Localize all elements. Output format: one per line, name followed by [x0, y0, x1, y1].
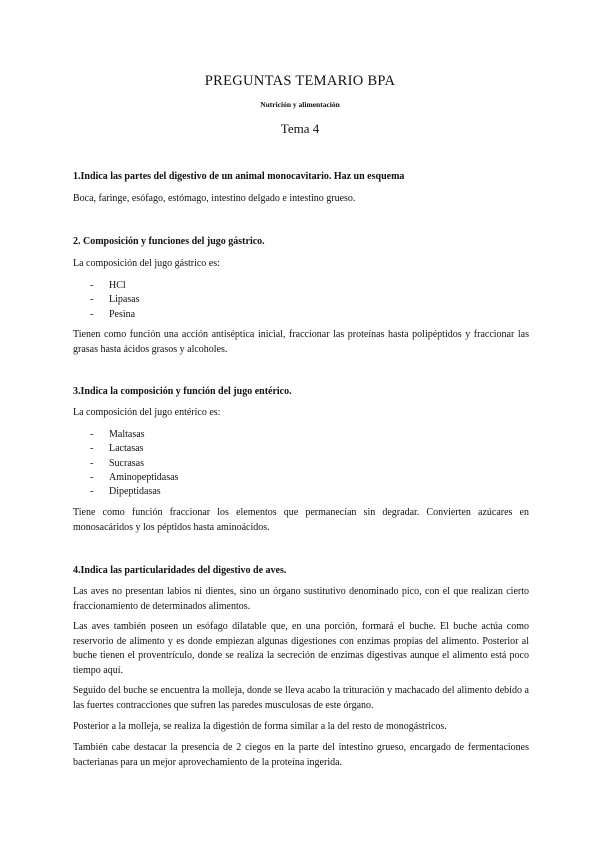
section-2-function: Tienen como función una acción antiséptica inicial, fraccionar las proteínas hasta polipéptidos y fraccionar las grasas hasta ácidos grasos y alcoholes.: [73, 329, 529, 355]
section-2-list: [90, 279, 140, 322]
section-1-heading: 1.Indica las partes del digestivo de un animal monocavitario. Haz un esquema: [73, 171, 405, 182]
section-2-intro: La composición del jugo gástrico es:: [73, 258, 220, 269]
document-subtitle: Nutrición y alimentación: [260, 100, 340, 109]
section-4-paragraph-1: Las aves no presentan labios ni dientes, sino un órgano sustitutivo denominado pico, con el que realizan cierto fraccionamiento de determinados alimentos.: [73, 586, 529, 612]
section-4-paragraph-2: Las aves también poseen un esófago dilatable que, en una porción, formará el buche. El buche actúa como reservorio de alimento y es donde empiezan algunas digestiones con enzimas propias del alimento. Posterior al buche tienen el proventrículo, donde se realiza la secreción de enzimas digestivas aunque el alimento está poco tiempo aquí.: [73, 621, 529, 676]
list-item: - Lactasas: [90, 443, 144, 455]
list-item: - Aminopeptidasas: [90, 471, 179, 483]
section-2-heading: 2. Composición y funciones del jugo gástrico.: [73, 236, 265, 247]
list-item: - Lipasas: [90, 294, 140, 306]
list-item: - Sucrasas: [90, 457, 144, 469]
section-4-paragraph-5: También cabe destacar la presencia de 2 ciegos en la parte del intestino grueso, encargado de fermentaciones bacterianas para un mejor aprovechamiento de la proteína ingerida.: [73, 742, 529, 768]
list-item: - Pesina: [90, 308, 136, 320]
document-title: PREGUNTAS TEMARIO BPA: [204, 73, 396, 89]
list-item: - Dipeptidasas: [90, 486, 161, 498]
list-item: - HCl: [90, 280, 126, 291]
section-4-heading: 4.Indica las particularidades del digestivo de aves.: [73, 565, 287, 576]
section-3-intro: La composición del jugo entérico es:: [73, 407, 221, 418]
section-3-function: Tiene como función fraccionar los elementos que permanecían sin degradar. Convierten azúcares en monosacáridos y los péptidos hasta aminoácidos.: [73, 507, 529, 533]
tema-heading: Tema 4: [280, 121, 320, 136]
list-item: - Maltasas: [90, 429, 145, 440]
section-4-paragraph-4: Posterior a la molleja, se realiza la digestión de forma similar a la del resto de monogástricos.: [73, 721, 447, 732]
section-1-answer: Boca, faringe, esófago, estómago, intestino delgado e intestino grueso.: [73, 193, 356, 204]
section-3-list: [90, 428, 178, 499]
section-3-heading: 3.Indica la composición y función del jugo entérico.: [73, 386, 292, 397]
section-4-paragraph-3: Seguido del buche se encuentra la molleja, donde se lleva acabo la trituración y machacado del alimento debido a las fuertes contracciones que sufren las paredes musculosas de este órgano.: [73, 685, 529, 711]
